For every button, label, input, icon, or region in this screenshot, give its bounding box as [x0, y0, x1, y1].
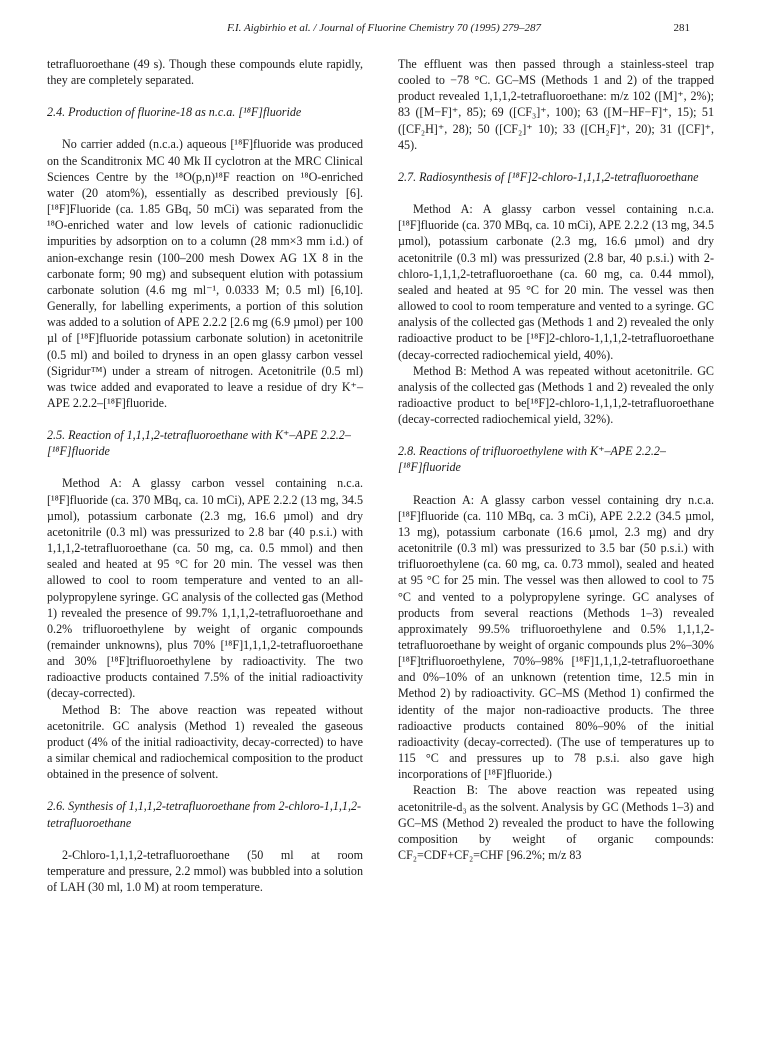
paragraph: Reaction B: The above reaction was repeated using acetonitrile-d₃ as the solvent. Analysis by GC (Methods 1–3) and GC–MS (Method 2) revealed the product to have the following composition by weight of organic compounds: CF₂=CDF+CF₂=CHF [96.2%; m/z 83	[398, 783, 714, 863]
section-heading-2-5: 2.5. Reaction of 1,1,1,2-tetrafluoroethane with K⁺–APE 2.2.2–[¹⁸F]fluoride	[47, 428, 351, 459]
section-heading-2-4: 2.4. Production of fluorine-18 as n.c.a. [¹⁸F]fluoride	[47, 105, 302, 120]
paragraph: Reaction A: A glassy carbon vessel containing dry n.c.a. [¹⁸F]fluoride (ca. 110 MBq, ca. 3 mCi), APE 2.2.2 (34.5 µmol, 13 mg), potassium carbonate (16.6 µmol, 2.3 mg) and dry acetonitrile (0.3 ml) was pressurized to 3.5 bar (50 p.s.i.) with trifluoroethylene (ca. 60 mg, ca. 0.73 mmol), sealed and heated at 95 °C for 25 min. The vessel was then allowed to cool to 75 °C and vented to a polypropylene syringe. GC analyses of products from several reactions (Methods 1–3) revealed approximately 99.5% trifluoroethylene and 0.5% 1,1,1,2-tetrafluoroethane by weight of organic compounds plus 2%–30% [¹⁸F]trifluoroethylene, 70%–98% [¹⁸F]1,1,1,2-tetrafluoroethane and 0%–10% of an unknown (retention time, 12.5 min in Method 2) by radioactivity. GC–MS (Method 1) confirmed the identity of the major non-radioactive products. The three radioactive products contained 80%–90% of the initial radioactivity (decay-corrected). (The use of temperatures up to 115 °C and pressures up to 78 p.s.i. also gave high incorporations of [¹⁸F]fluoride.)	[398, 492, 714, 782]
paragraph: No carrier added (n.c.a.) aqueous [¹⁸F]fluoride was produced on the Scanditronix MC 40 Mk II cyclotron at the MRC Clinical Sciences Centre by the ¹⁸O(p,n)¹⁸F reaction on ¹⁸O-enriched water (20 atom%), essentially as described previously [6]. [¹⁸F]Fluoride (ca. 1.85 GBq, 50 mCi) was separated from the ¹⁸O-enriched water and low levels of cationic radionuclidic impurities by adsorption on to a column (28 mm×3 mm i.d.) of anion-exchange resin (100–200 mesh Dowex AG 1X 8 in the carbonate form; 90 mg) and subsequent elution with potassium carbonate solution (4.6 mg ml⁻¹, 0.0333 M; 0.5 ml) [6,10]. Generally, for labelling experiments, a portion of this solution was added to a solution of APE 2.2.2 [2.6 mg (6.9 µmol) per 100 µl of [¹⁸F]fluoride potassium carbonate solution) in acetonitrile (0.5 ml) and boiled to dryness in an open glassy carbon vessel (Sigridur™) under a stream of nitrogen. Acetonitrile (0.5 ml) was twice added and evaporated to leave a residue of dry K⁺–APE 2.2.2–[¹⁸F]fluoride.	[47, 137, 363, 410]
paragraph: Method B: Method A was repeated without acetonitrile. GC analysis of the collected gas (Methods 1 and 2) revealed the only radioactive product to be[¹⁸F]2-chloro-1,1,1,2-tetrafluoroethane (decay-corrected radiochemical yield, 32%).	[398, 363, 714, 427]
page-number: 281	[673, 22, 690, 34]
right-column	[398, 56, 714, 863]
section-heading-2-6: 2.6. Synthesis of 1,1,1,2-tetrafluoroethane from 2-chloro-1,1,1,2-tetrafluoroethane	[47, 799, 362, 830]
paragraph: tetrafluoroethane (49 s). Though these compounds elute rapidly, they are completely separated.	[47, 57, 363, 88]
running-title: F.I. Aigbirhio et al. / Journal of Fluorine Chemistry 70 (1995) 279–287	[226, 22, 542, 34]
paragraph: 2-Chloro-1,1,1,2-tetrafluoroethane (50 ml at room temperature and pressure, 2.2 mmol) was bubbled into a solution of LAH (30 ml, 1.0 M) at room temperature.	[47, 847, 363, 895]
paragraph: Method B: The above reaction was repeated without acetonitrile. GC analysis (Method 1) revealed the gaseous product (4% of the initial radioactivity, decay-corrected) to have a similar chemical and radiochemical composition to the product obtained in the presence of solvent.	[47, 702, 363, 782]
section-heading-2-8: 2.8. Reactions of trifluoroethylene with K⁺–APE 2.2.2–[¹⁸F]fluoride	[398, 444, 666, 475]
page-header	[0, 22, 768, 38]
paragraph: Method A: A glassy carbon vessel containing n.c.a. [¹⁸F]fluoride (ca. 370 MBq, ca. 10 mCi), APE 2.2.2 (13 mg, 34.5 µmol), potassium carbonate (2.3 mg, 16.6 µmol) and dry acetonitrile (0.3 ml) was pressurized (2.8 bar, 40 p.s.i.) with 2-chloro-1,1,1,2-tetrafluoroethane (ca. 60 mg, ca. 0.44 mmol), sealed and heated at 95 °C for 20 min. The vessel was then allowed to cool to room temperature and vented to a syringe. GC analysis of the collected gas (Methods 1 and 2) revealed the only radioactive product to be [¹⁸F]2-chloro-1,1,1,2-tetrafluoroethane (decay-corrected radiochemical yield, 40%).	[398, 202, 714, 362]
paragraph: The effluent was then passed through a stainless-steel trap cooled to −78 °C. GC–MS (Methods 1 and 2) of the trapped product revealed 1,1,1,2-tetrafluoroethane: m/z 102 ([M]⁺, 2%); 83 ([M−F]⁺, 85); 69 ([CF₃]⁺, 100); 63 ([M−HF−F]⁺, 15); 51 ([CF₂H]⁺, 28); 50 ([CF₂]⁺ 10); 33 ([CH₂F]⁺, 20); 31 ([CF]⁺, 45).	[398, 57, 714, 152]
left-column	[47, 56, 363, 895]
paragraph: Method A: A glassy carbon vessel containing n.c.a. [¹⁸F]fluoride (ca. 370 MBq, ca. 10 mCi), APE 2.2.2 (13 mg, 34.5 µmol), potassium carbonate (2.3 mg, 16.6 µmol) and dry acetonitrile (0.3 ml) was pressurized to 2.8 bar (40 p.s.i.) with 1,1,1,2-tetrafluoroethane (ca. 50 mg, ca. 0.5 mmol) and then sealed and heated at 95 °C for 20 min. The vessel was then allowed to cool to room temperature and vented to an all-polypropylene syringe. GC analysis of the collected gas (Method 1) revealed the presence of 99.7% 1,1,1,2-tetrafluoroethane and 0.2% trifluoroethylene by weight of organic compounds (remainder unknowns), plus 70% [¹⁸F]1,1,1,2-tetrafluoroethane and 30% [¹⁸F]trifluoroethylene by radioactivity. The two radioactive products contained 7.5% of the initial radioactivity (decay-corrected).	[47, 476, 363, 701]
section-heading-2-7: 2.7. Radiosynthesis of [¹⁸F]2-chloro-1,1,1,2-tetrafluoroethane	[398, 169, 699, 184]
